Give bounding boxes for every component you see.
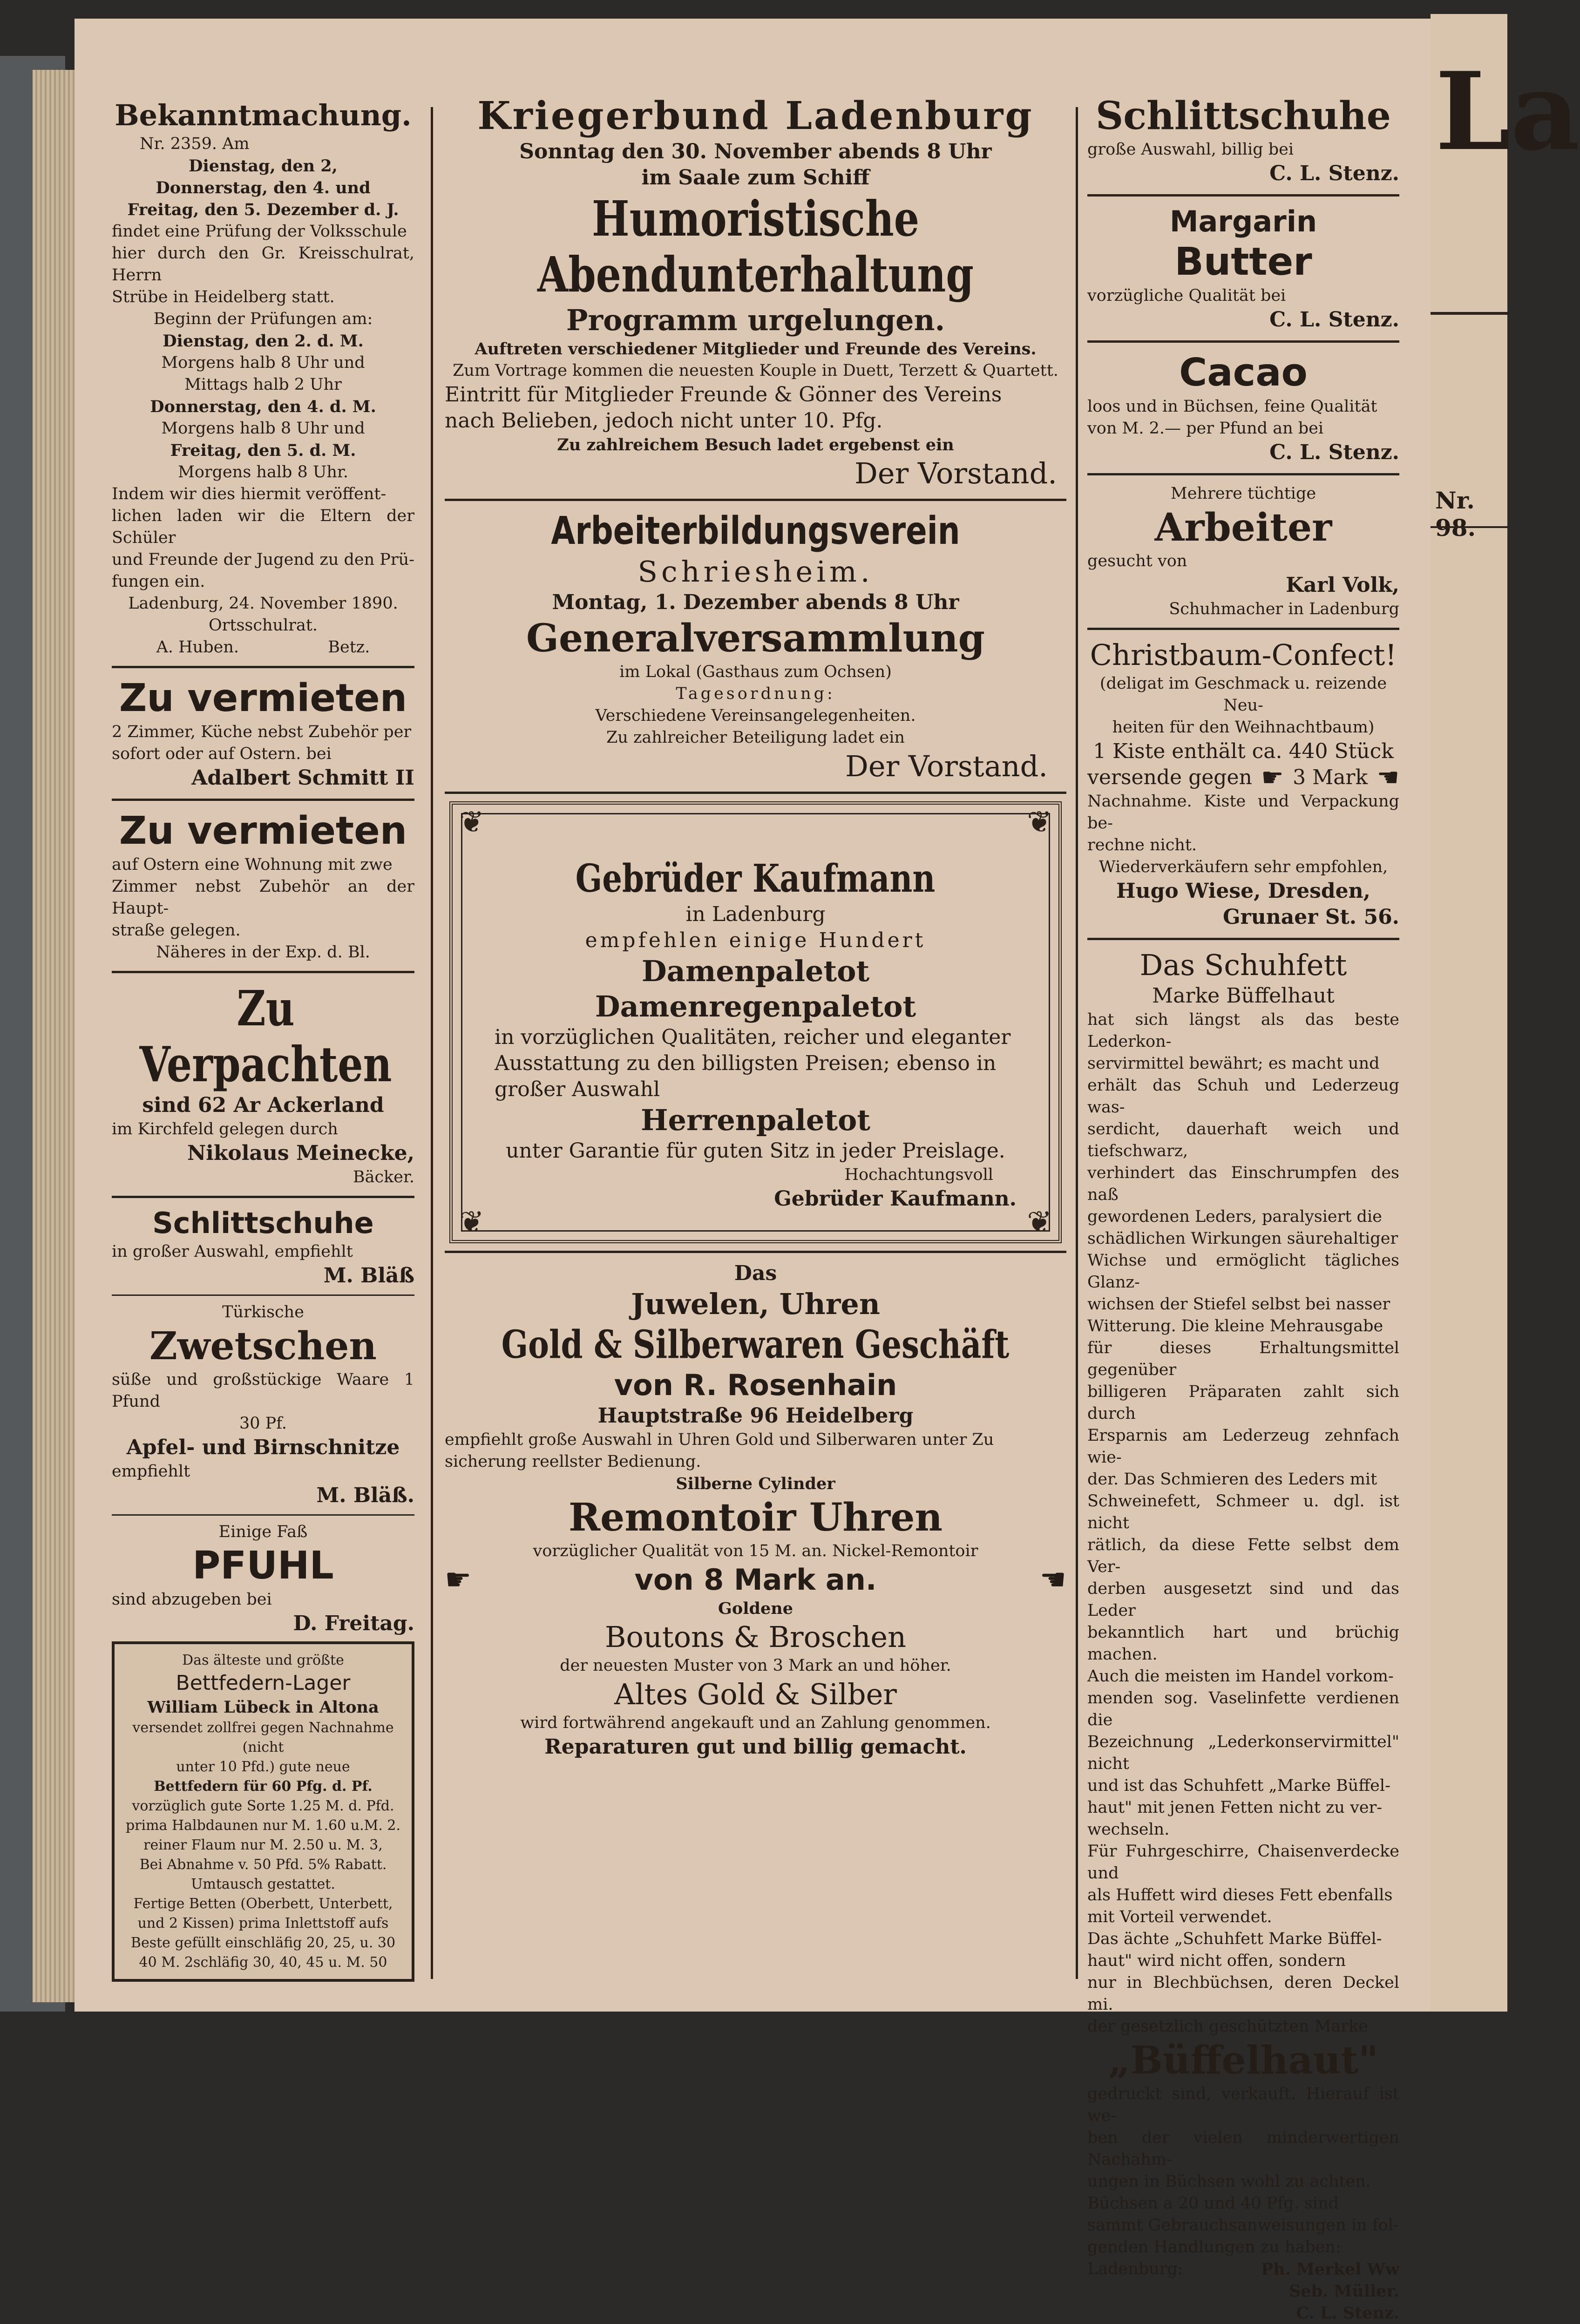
ad-cacao: Cacao loos und in Büchsen, feine Qualität von M. 2.— per Pfund an bei C. L. Stenz.: [1087, 351, 1399, 464]
ad-title: Zwetschen: [149, 1324, 377, 1369]
facing-issue-number: Nr. 98.: [1435, 487, 1476, 542]
ad-title: Christbaum-Confect!: [1090, 638, 1397, 672]
facing-masthead: La: [1435, 49, 1580, 175]
facing-page-edge: [1431, 14, 1580, 2012]
ad-title: Schlittschuhe: [152, 1206, 374, 1240]
ad-gebrueder-kaufmann: ❦ ❦ ❦ ❦ Gebrüder Kaufmann in Ladenburg empfehlen einige Hundert Damenpaletot Damenregenpaletot in vorzüglichen Qualitäten, reicher und eleganter Ausstattung zu den billigsten Preisen; ebenso in großer Auswahl Herrenpaletot unter Garantie für guten Sitz in jeder Preislage. Hochachtungsvoll Gebrüder Kaufmann.: [449, 801, 1062, 1243]
ad-zwetschen: Türkische Zwetschen süße und großstückige Waare 1 Pfund 30 Pf. Apfel- und Birnschnitze empfiehlt M. Bläß.: [112, 1303, 414, 1507]
ad-kriegerbund: Kriegerbund Ladenburg Sonntag den 30. November abends 8 Uhr im Saale zum Schiff Humoristische Abendunterhaltung Programm urgelungen. Auftreten verschiedener Mitglieder und Freunde des Vereins. Zum Vortrage kommen die neuesten Kouple in Duett, Terzett & Quartett. Eintritt für Mitglieder Freunde & Gönner des Vereins nach Belieben, jedoch nicht unter 10. Pfg. Zu zahlreichem Besuch ladet ergebenst ein Der Vorstand.: [445, 93, 1066, 491]
ad-rosenhain-juwelen: Das Juwelen, Uhren Gold & Silberwaren Geschäft von R. Rosenhain Hauptstraße 96 Heidelberg empfiehlt große Auswahl in Uhren Gold und Silberwaren unter Zu sicherung reellster Bedienung. Silberne Cylinder Remontoir Uhren vorzüglicher Qualität von 15 M. an. Nickel-Remontoir ☛ von 8 Mark an. ☚ Goldene Boutons & Broschen der neuesten Muster von 3 Mark an und höher. Altes Gold & Silber wird fortwährend angekauft und an Zahlung genommen. Reparaturen gut und billig gemacht.: [445, 1261, 1066, 1759]
ad-margarin-butter: Margarin Butter vorzügliche Qualität bei C. L. Stenz.: [1087, 204, 1399, 332]
ad-schuhfett-bueffelhaut: Das Schuhfett Marke Büffelhaut hat sich längst als das beste Lederkon- servirmittel bewährt; es macht und erhält das Schuh und Lederzeug was- serdicht, dauerhaft weich und tiefschwarz, verhindert das Einschrumpfen des naß gewordenen Leders, paralysiert die schädlichen Wirkungen säurehaltiger Wichse und ermöglicht tägliches Glanz- wichsen der Stiefel selbst bei nasser Witterung. Die kleine Mehrausgabe für dieses Erhaltungsmittel gegenüber billigeren Präparaten zahlt sich durch Ersparnis am Lederzeug zehnfach wie- der. Das Schmieren des Leders mit Schweinefett, Schmeer u. dgl. ist nicht rätlich, da diese Fette selbst dem Ver- derben ausgesetzt sind und das Leder bekanntlich hart und brüchig machen. Auch die meisten im Handel vorkom- menden sog. Vaselinfette verdienen die Bezeichnung „Lederkonservirmittel" nicht und ist das Schuhfett „Marke Büffel- haut" mit jenen Fetten nicht zu ver- wechseln. Für Fuhrgeschirre, Chaisenverdecke und als Huffett wird dieses Fett ebenfalls mit Vorteil verwendet. Das ächte „Schuhfett Marke Büffel- haut" wird nicht offen, sondern nur in Blechbüchsen, deren Deckel mi. der gesetzlich geschützten Marke „Büffelhaut" gedruckt sind, verkauft. Hierauf ist we- ben der vielen minderwertigen Nachahm- ungen in Büchsen wohl zu achten. Büchsen a 20 und 40 Pfg. sind sammt Gebrauchsanweisungen in fol- genden Handlungen zu haben: Ladenburg: Ph. Merkel Ww Seb. Müller. C. L. Stenz.: [1087, 948, 1399, 2323]
ad-title: Zu vermieten: [119, 676, 407, 720]
ad-pfuhl: Einige Faß PFUHL sind abzugeben bei D. Freitag.: [112, 1523, 414, 1635]
ad-title: Arbeiterbildungsverein: [551, 509, 960, 553]
pointing-hand-icon: ☚: [1039, 1563, 1066, 1597]
column-right: [1087, 93, 1399, 2324]
ad-title: Arbeiter: [1154, 505, 1332, 550]
ad-title: Gebrüder Kaufmann: [576, 856, 936, 901]
column-rule-1: [431, 107, 433, 1979]
corner-ornament-icon: ❦: [459, 805, 484, 840]
ad-schlittschuhe-right: Schlittschuhe große Auswahl, billig bei C. L. Stenz.: [1087, 94, 1399, 185]
ad-bekanntmachung: Bekanntmachung. Nr. 2359. Am Dienstag, den 2, Donnerstag, den 4. und Freitag, den 5. Dezember d. J. findet eine Prüfung der Volksschule hier durch den Gr. Kreisschulrat, Herrn Strübe in Heidelberg statt. Beginn der Prüfungen am: Dienstag, den 2. d. M. Morgens halb 8 Uhr und Mittags halb 2 Uhr Donnerstag, den 4. d. M. Morgens halb 8 Uhr und Freitag, den 5. d. M. Morgens halb 8 Uhr. Indem wir dies hiermit veröffent- lichen laden wir die Eltern der Schüler und Freunde der Jugend zu den Prü- fungen ein. Ladenburg, 24. November 1890. Ortsschulrat. A. Huben. Betz.: [112, 98, 414, 657]
ad-title: Zu vermieten: [119, 809, 407, 853]
ad-arbeiterbildungsverein: Arbeiterbildungsverein Schriesheim. Montag, 1. Dezember abends 8 Uhr Generalversammlung im Lokal (Gasthaus zum Ochsen) Tagesordnung: Verschiedene Vereinsangelegenheiten. Zu zahlreicher Beteiligung ladet ein Der Vorstand.: [526, 509, 1048, 783]
ad-title: PFUHL: [192, 1544, 334, 1588]
ad-title: Schlittschuhe: [1096, 94, 1391, 138]
corner-ornament-icon: ❦: [1027, 1205, 1052, 1240]
ad-zu-verpachten: Zu Verpachten sind 62 Ar Ackerland im Kirchfeld gelegen durch Nikolaus Meinecke, Bäcker.: [112, 980, 414, 1186]
pointing-hand-icon: ☛: [445, 1563, 472, 1597]
ad-christbaum-confect: Christbaum-Confect! (deligat im Geschmack u. reizende Neu- heiten für den Weihnachtbaum) 1 Kiste enthält ca. 440 Stück versende gegen ☛ 3 Mark ☚ Nachnahme. Kiste und Verpackung be- rechne nicht. Wiederverkäufern sehr empfohlen, Hugo Wiese, Dresden, Grunaer St. 56.: [1087, 638, 1399, 929]
ad-title: Gold & Silberwaren Geschäft: [502, 1322, 1010, 1367]
ad-zu-vermieten-2: Zu vermieten auf Ostern eine Wohnung mit zwe Zimmer nebst Zubehör an der Haupt- straße gelegen. Näheres in der Exp. d. Bl.: [112, 809, 414, 962]
ad-arbeiter-gesucht: Mehrere tüchtige Arbeiter gesucht von Karl Volk, Schuhmacher in Ladenburg: [1087, 484, 1399, 618]
pointing-hand-icon: ☚: [1377, 763, 1399, 792]
corner-ornament-icon: ❦: [1027, 805, 1052, 840]
ad-zu-vermieten-1: Zu vermieten 2 Zimmer, Küche nebst Zubehör per sofort oder auf Ostern. bei Adalbert Schmitt II: [112, 676, 414, 790]
ad-title: Margarin: [1169, 204, 1317, 238]
ad-title: Das Schuhfett: [1139, 948, 1347, 982]
ad-title: Bekanntmachung.: [115, 98, 412, 132]
ad-title: Zu Verpachten: [139, 980, 392, 1093]
column-left: [112, 98, 414, 1982]
ad-bettfedern-lager: Das älteste und größte Bettfedern-Lager William Lübeck in Altona versendet zollfrei gegen Nachnahme (nicht unter 10 Pfd.) gute neue Bettfedern für 60 Pfg. d. Pf. vorzüglich gute Sorte 1.25 M. d. Pfd. prima Halbdaunen nur M. 1.60 u.M. 2. reiner Flaum nur M. 2.50 u. M. 3, Bei Abnahme v. 50 Pfd. 5% Rabatt. Umtausch gestattet. Fertige Betten (Oberbett, Unterbett, und 2 Kissen) prima Inlettstoff aufs Beste gefüllt einschläfig 20, 25, u. 30 40 M. 2schläfig 30, 40, 45 u. M. 50: [112, 1641, 414, 1982]
ad-title: Kriegerbund Ladenburg: [477, 94, 1034, 138]
ad-schlittschuhe-left: Schlittschuhe in großer Auswahl, empfiehlt M. Bläß: [112, 1206, 414, 1287]
corner-ornament-icon: ❦: [459, 1205, 484, 1240]
pointing-hand-icon: ☛: [1261, 763, 1284, 792]
column-rule-2: [1076, 107, 1078, 1979]
ad-title: Cacao: [1179, 351, 1308, 395]
column-middle: [445, 93, 1066, 1760]
